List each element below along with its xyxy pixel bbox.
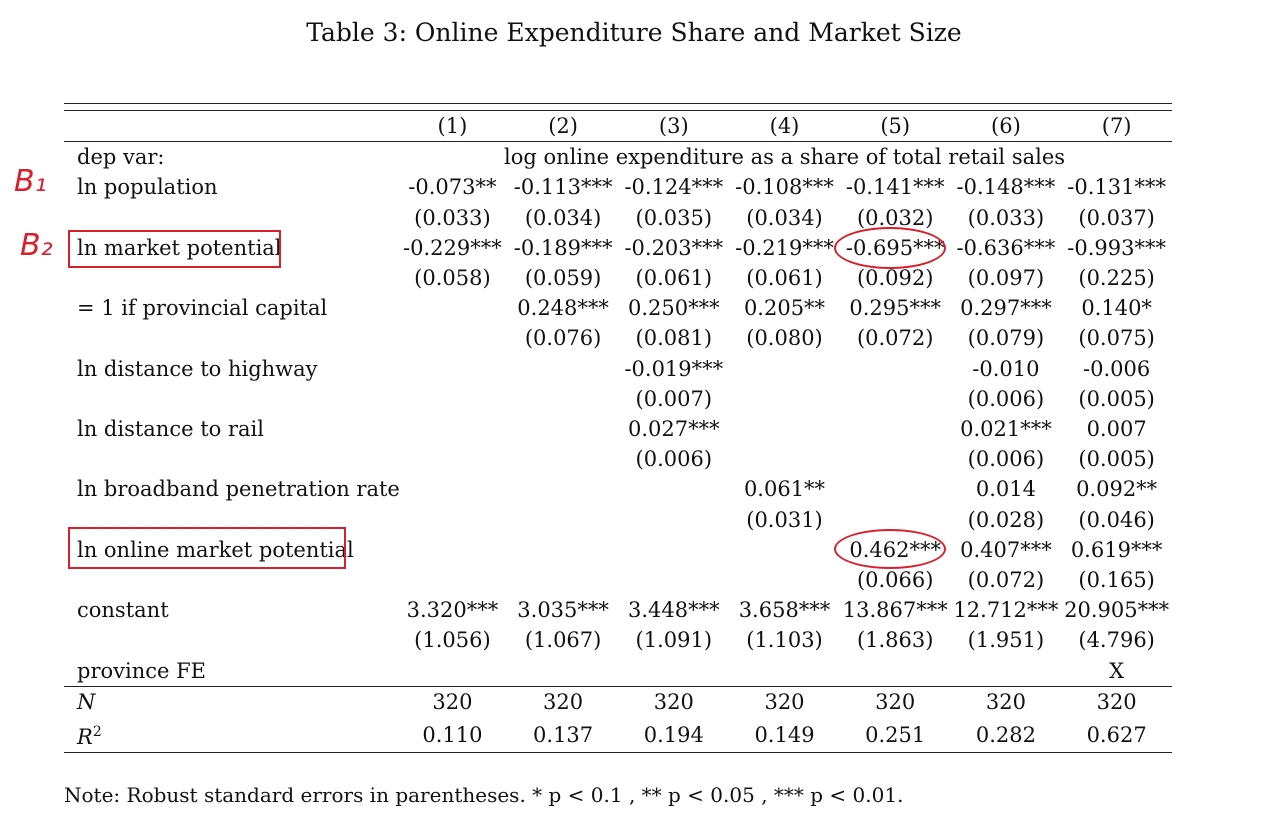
- se-cell: (0.006): [635, 447, 713, 472]
- se-cell: (0.059): [524, 266, 602, 291]
- column-header: (5): [840, 111, 951, 142]
- se-cell: (0.061): [635, 266, 713, 291]
- se-cell: [397, 384, 508, 414]
- top-rule: [64, 103, 1172, 104]
- se-cell: (0.061): [746, 266, 823, 291]
- r2-symbol: R: [77, 725, 93, 750]
- se-row: [64, 323, 1172, 353]
- n-label: N: [77, 689, 96, 714]
- coef-cell: 0.248***: [517, 296, 609, 321]
- coef-cell: 0.061**: [743, 477, 826, 502]
- coef-cell: 0.297***: [960, 296, 1052, 321]
- se-cell: (0.006): [967, 386, 1045, 411]
- coef-cell: -0.148***: [956, 175, 1056, 200]
- variable-label: ln online market potential: [77, 537, 354, 562]
- n-cell: 320: [1096, 689, 1137, 714]
- n-cell: 320: [432, 689, 473, 714]
- province-fe-label: province FE: [64, 656, 397, 687]
- coef-cell: [508, 414, 619, 444]
- se-cell: [840, 384, 951, 414]
- coef-cell: -0.636***: [956, 235, 1056, 260]
- se-cell: [508, 565, 619, 595]
- coef-cell: 3.320***: [406, 598, 499, 623]
- coef-row: [64, 414, 1172, 444]
- se-cell: (0.072): [856, 326, 934, 351]
- n-cell: 320: [875, 689, 916, 714]
- se-stub: [64, 565, 397, 595]
- se-cell: (0.031): [746, 507, 823, 532]
- coef-cell: -0.019***: [624, 356, 724, 381]
- se-cell: (0.165): [1078, 568, 1155, 593]
- variable-label: ln population: [77, 175, 218, 200]
- se-cell: (0.034): [746, 205, 823, 230]
- coef-cell: 0.205**: [743, 296, 826, 321]
- se-cell: [729, 384, 840, 414]
- header-stub: [64, 111, 397, 142]
- dep-var-description: log online expenditure as a share of total retail sales: [504, 145, 1066, 170]
- se-row: [64, 384, 1172, 414]
- variable-label: ln distance to highway: [77, 356, 318, 381]
- se-cell: (0.028): [967, 507, 1045, 532]
- highlight-ellipse-coef-5-online-market-potential: [834, 529, 946, 569]
- coef-cell: [618, 535, 729, 565]
- fe-cell: [840, 656, 951, 687]
- se-cell: (0.033): [414, 205, 491, 230]
- se-stub: [64, 203, 397, 233]
- fe-cell: [508, 656, 619, 687]
- coef-cell: 13.867***: [842, 598, 948, 623]
- dep-var-label: dep var:: [77, 145, 165, 170]
- coef-cell: [840, 414, 951, 444]
- coef-cell: -0.203***: [624, 235, 724, 260]
- coef-cell: 0.021***: [960, 417, 1052, 442]
- r2-superscript: 2: [92, 724, 102, 741]
- variable-label: = 1 if provincial capital: [77, 296, 328, 321]
- coef-cell: 0.007: [1086, 417, 1147, 442]
- coef-cell: [840, 354, 951, 384]
- se-cell: (1.951): [967, 628, 1045, 653]
- coef-cell: 0.619***: [1070, 537, 1163, 562]
- se-cell: (0.080): [746, 326, 823, 351]
- column-header: (1): [397, 111, 508, 142]
- dep-var-row: [64, 142, 1172, 173]
- column-header: (6): [951, 111, 1062, 142]
- bottom-rule: [64, 752, 1172, 753]
- coef-cell: -0.113***: [513, 175, 613, 200]
- r2-cell: 0.627: [1061, 717, 1172, 753]
- coef-cell: [508, 535, 619, 565]
- se-cell: (0.079): [967, 326, 1045, 351]
- se-cell: (1.067): [524, 628, 602, 653]
- se-cell: (1.103): [746, 628, 823, 653]
- se-cell: (0.092): [856, 266, 934, 291]
- coef-cell: -0.010: [972, 356, 1040, 381]
- coef-row: [64, 474, 1172, 504]
- fe-cell: X: [1061, 656, 1172, 687]
- fe-cell: [618, 656, 729, 687]
- variable-label: constant: [77, 598, 169, 623]
- se-cell: (0.097): [967, 266, 1045, 291]
- coef-row: [64, 595, 1172, 625]
- r2-cell: 0.110: [397, 717, 508, 753]
- province-fe-row: [64, 656, 1172, 687]
- se-stub: [64, 323, 397, 353]
- se-cell: [618, 565, 729, 595]
- coef-cell: -0.131***: [1067, 175, 1166, 200]
- se-stub: [64, 444, 397, 474]
- coef-cell: [508, 354, 619, 384]
- coef-cell: -0.219***: [735, 235, 834, 260]
- se-cell: (0.007): [635, 386, 713, 411]
- coef-row: [64, 293, 1172, 323]
- se-cell: [397, 505, 508, 535]
- coef-cell: [729, 354, 840, 384]
- column-header: (4): [729, 111, 840, 142]
- coef-cell: [397, 293, 508, 323]
- se-row: [64, 444, 1172, 474]
- r2-label: [64, 717, 397, 753]
- coef-cell: [397, 535, 508, 565]
- r2-cell: 0.137: [508, 717, 619, 753]
- se-cell: (1.091): [635, 628, 713, 653]
- fe-cell: [729, 656, 840, 687]
- coef-cell: -0.229***: [403, 235, 502, 260]
- coef-cell: -0.073**: [408, 175, 497, 200]
- coef-cell: -0.993***: [1067, 235, 1166, 260]
- n-cell: 320: [543, 689, 584, 714]
- coef-cell: -0.124***: [624, 175, 724, 200]
- coef-cell: [397, 354, 508, 384]
- se-row: [64, 625, 1172, 655]
- variable-label: ln market potential: [77, 235, 282, 260]
- coef-cell: 3.035***: [517, 598, 609, 623]
- column-header: (3): [618, 111, 729, 142]
- r2-cell: 0.149: [729, 717, 840, 753]
- table-note: Note: Robust standard errors in parentheses. * p < 0.1 , ** p < 0.05 , *** p < 0.01.: [64, 783, 904, 807]
- r2-cell: 0.194: [618, 717, 729, 753]
- se-stub: [64, 384, 397, 414]
- highlight-box-market-potential: [68, 230, 281, 268]
- coef-cell: [397, 474, 508, 504]
- regression-table: [64, 110, 1172, 753]
- se-cell: [397, 323, 508, 353]
- fe-cell: [397, 656, 508, 687]
- se-stub: [64, 625, 397, 655]
- se-cell: (0.037): [1078, 205, 1155, 230]
- se-cell: (0.058): [414, 266, 491, 291]
- se-cell: (0.032): [856, 205, 934, 230]
- coef-cell: 3.658***: [738, 598, 831, 623]
- se-cell: [729, 444, 840, 474]
- se-cell: (4.796): [1078, 628, 1155, 653]
- r2-cell: 0.251: [840, 717, 951, 753]
- coef-cell: -0.006: [1083, 356, 1151, 381]
- column-header-row: [64, 111, 1172, 142]
- coef-row: [64, 354, 1172, 384]
- se-cell: (0.066): [856, 568, 934, 593]
- beta2-annotation: B₂: [20, 228, 53, 263]
- coef-cell: 0.140*: [1081, 296, 1152, 321]
- se-cell: (0.035): [635, 205, 713, 230]
- se-cell: [508, 384, 619, 414]
- highlight-box-online-market-potential: [68, 527, 346, 569]
- se-cell: (0.005): [1078, 447, 1155, 472]
- variable-label: ln distance to rail: [77, 417, 264, 442]
- coef-cell: 0.092**: [1076, 477, 1158, 502]
- coef-cell: -0.108***: [735, 175, 834, 200]
- se-cell: (0.081): [635, 326, 713, 351]
- se-cell: (0.046): [1078, 507, 1155, 532]
- se-row: [64, 203, 1172, 233]
- coef-cell: [397, 414, 508, 444]
- variable-label: ln broadband penetration rate: [77, 477, 400, 502]
- n-row: [64, 686, 1172, 717]
- se-cell: (0.075): [1078, 326, 1155, 351]
- se-cell: (0.072): [967, 568, 1045, 593]
- coef-cell: 0.014: [975, 477, 1036, 502]
- r2-row: [64, 717, 1172, 753]
- highlight-ellipse-coef-5-market-potential: [834, 227, 946, 269]
- se-cell: (1.863): [856, 628, 934, 653]
- coef-cell: [840, 474, 951, 504]
- coef-cell: 0.250***: [627, 296, 720, 321]
- coef-cell: 12.712***: [953, 598, 1059, 623]
- coef-cell: [729, 535, 840, 565]
- n-cell: 320: [653, 689, 694, 714]
- se-cell: (0.033): [967, 205, 1045, 230]
- se-cell: [508, 505, 619, 535]
- n-cell: 320: [764, 689, 805, 714]
- coef-cell: [729, 414, 840, 444]
- column-header: (2): [508, 111, 619, 142]
- coef-cell: 0.462***: [849, 537, 942, 562]
- fe-cell: [951, 656, 1062, 687]
- se-cell: [397, 565, 508, 595]
- coef-cell: 3.448***: [627, 598, 720, 623]
- se-cell: (0.034): [524, 205, 602, 230]
- coef-cell: [508, 474, 619, 504]
- coef-cell: 0.295***: [849, 296, 942, 321]
- coef-row: [64, 172, 1172, 202]
- coef-cell: -0.189***: [513, 235, 613, 260]
- coef-cell: 0.027***: [627, 417, 720, 442]
- se-cell: [397, 444, 508, 474]
- table-title: Table 3: Online Expenditure Share and Market Size: [306, 18, 962, 47]
- se-cell: (1.056): [414, 628, 491, 653]
- column-header: (7): [1061, 111, 1172, 142]
- se-cell: (0.006): [967, 447, 1045, 472]
- se-row: [64, 565, 1172, 595]
- se-cell: [840, 444, 951, 474]
- se-cell: [618, 505, 729, 535]
- coef-cell: -0.695***: [845, 235, 945, 260]
- se-cell: [508, 444, 619, 474]
- se-cell: (0.076): [524, 326, 602, 351]
- n-cell: 320: [985, 689, 1026, 714]
- coef-cell: 20.905***: [1064, 598, 1170, 623]
- beta1-annotation: B₁: [14, 164, 47, 199]
- r2-cell: 0.282: [951, 717, 1062, 753]
- coef-cell: [618, 474, 729, 504]
- se-cell: [729, 565, 840, 595]
- coef-cell: -0.141***: [845, 175, 945, 200]
- se-cell: (0.005): [1078, 386, 1155, 411]
- coef-cell: 0.407***: [960, 537, 1052, 562]
- se-cell: (0.225): [1078, 266, 1155, 291]
